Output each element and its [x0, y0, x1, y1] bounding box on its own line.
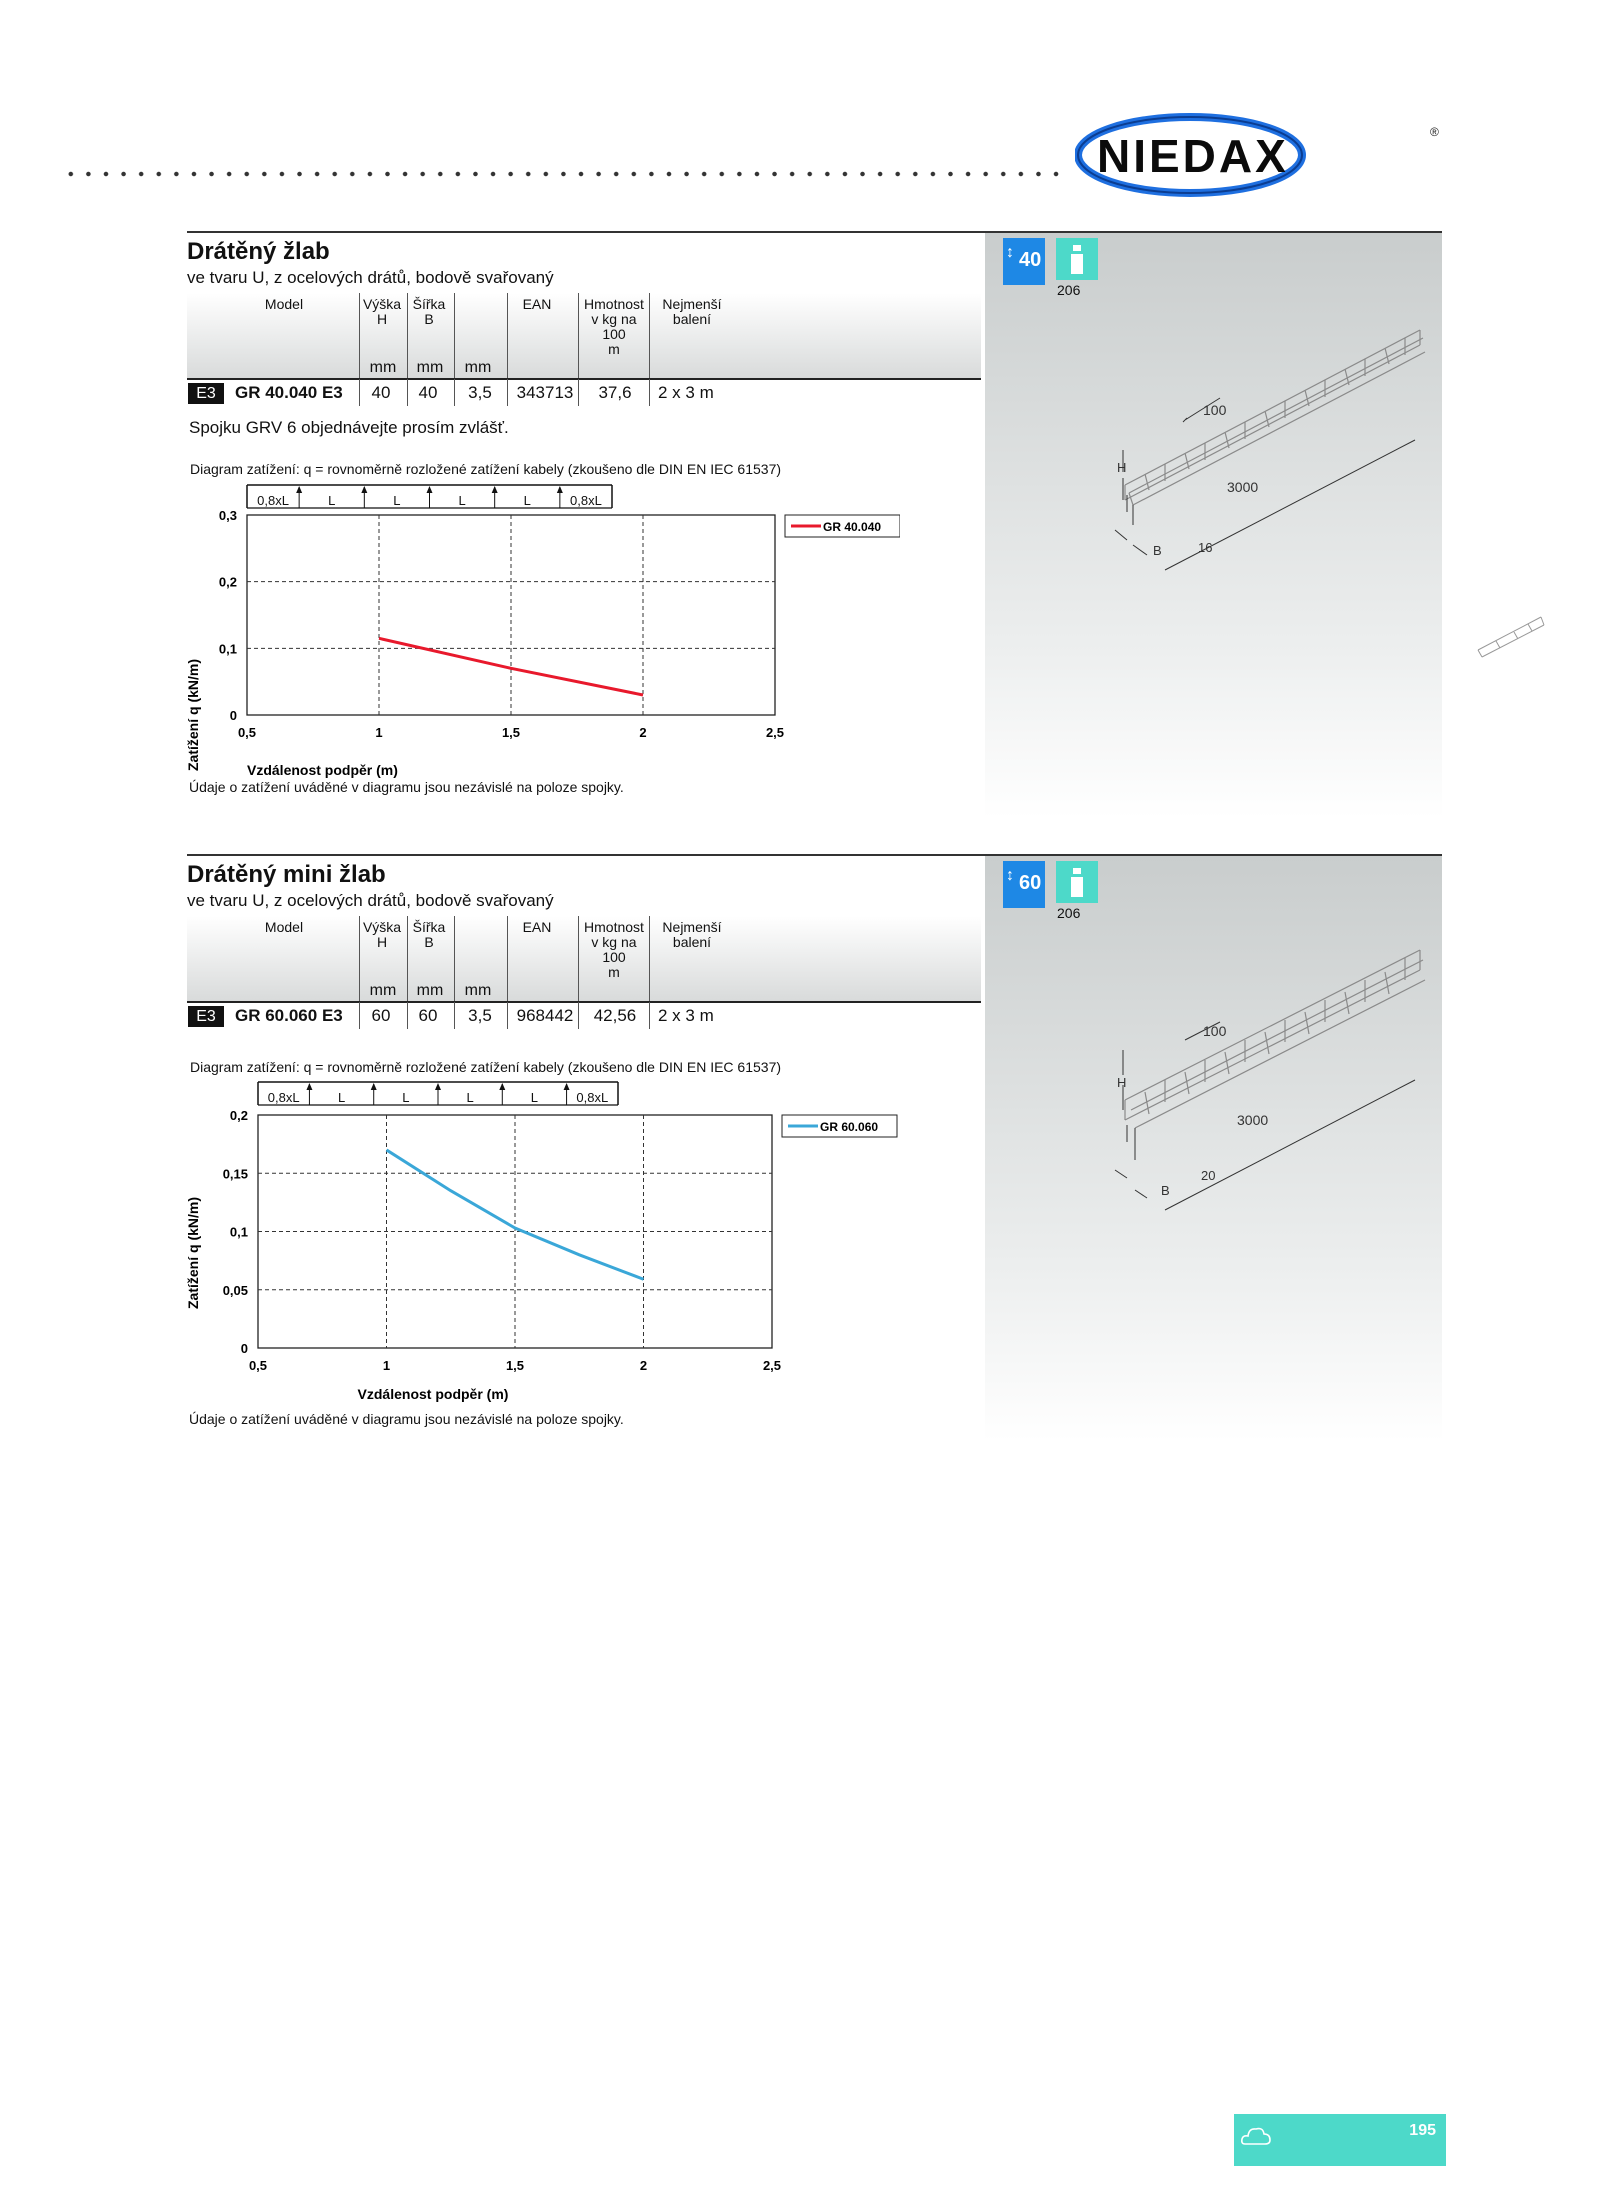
support-arrow — [306, 1083, 312, 1090]
support-arrow — [564, 1083, 570, 1090]
x-tick-label: 2 — [639, 1358, 648, 1373]
product-title: Drátěný žlab — [187, 238, 330, 265]
class-badge: E3 — [188, 1006, 224, 1027]
product-subtitle: ve tvaru U, z ocelových drátů, bodově svařovaný — [187, 891, 554, 910]
table-header: Model Výška H Šířka B EAN Hmotnost v kg na 100 m Nejmenší balení mm mm mm — [187, 293, 981, 379]
support-arrow — [427, 486, 433, 493]
svg-text:3000: 3000 — [1227, 479, 1259, 495]
table-header: Model Výška H Šířka B EAN Hmotnost v kg na 100 m Nejmenší balení mm mm mm — [187, 916, 981, 1002]
span-label: 0,8xL — [576, 1090, 609, 1105]
x-tick-label: 1 — [382, 1358, 391, 1373]
y-axis-title: Zatížení q (kN/m) — [185, 1196, 201, 1310]
span-label: 0,8xL — [257, 493, 289, 508]
svg-text:B: B — [1161, 1183, 1170, 1198]
svg-text:H: H — [1117, 1075, 1127, 1090]
y-tick-label: 0,05 — [222, 1282, 248, 1298]
x-tick-label: 1 — [375, 725, 383, 740]
product-subtitle: ve tvaru U, z ocelových drátů, bodově svařovaný — [187, 268, 554, 287]
x-tick-label: 1,5 — [501, 725, 521, 740]
footnote: Údaje o zatížení uváděné v diagramu jsou nezávislé na poloze spojky. — [189, 1411, 624, 1427]
page-number: 195 — [1409, 2122, 1436, 2139]
x-tick-label: 0,5 — [237, 725, 257, 740]
support-arrow — [296, 486, 302, 493]
svg-text:16: 16 — [1198, 540, 1213, 555]
y-tick-label: 0,3 — [218, 508, 237, 523]
span-label: L — [466, 1090, 474, 1105]
tray-drawing — [1105, 930, 1435, 1230]
info-icon[interactable] — [1056, 238, 1098, 280]
height-chip: ↕ 40 — [1003, 238, 1045, 285]
product-title: Drátěný mini žlab — [187, 861, 386, 888]
model-code: GR 40.040 E3 — [235, 383, 343, 402]
support-arrow — [499, 1083, 505, 1090]
span-label: L — [458, 493, 466, 508]
tray-drawing — [1105, 300, 1435, 600]
reference-number: 206 — [1057, 282, 1081, 298]
y-tick-label: 0,2 — [218, 574, 237, 590]
model-code: GR 60.060 E3 — [235, 1006, 343, 1025]
diagram-caption: Diagram zatížení: q = rovnoměrně rozložené zatížení kabely (zkoušeno dle DIN EN IEC 61537) — [190, 1059, 782, 1075]
span-label: L — [337, 1090, 346, 1105]
support-arrow — [492, 486, 498, 493]
info-icon[interactable] — [1056, 861, 1098, 903]
footnote: Údaje o zatížení uváděné v diagramu jsou nezávislé na poloze spojky. — [189, 779, 624, 795]
support-arrow — [371, 1083, 377, 1090]
logo-text: NIEDAX — [1097, 130, 1289, 182]
x-tick-label: 1,5 — [505, 1358, 525, 1373]
cloud-icon — [1239, 2120, 1273, 2150]
svg-text:100: 100 — [1203, 1023, 1227, 1039]
dotted-rule — [62, 170, 1062, 178]
x-tick-label: 2 — [639, 725, 647, 740]
load-chart-2 — [180, 1078, 900, 1408]
support-arrow — [557, 486, 563, 493]
svg-text:3000: 3000 — [1237, 1112, 1269, 1128]
height-chip: ↕ 60 — [1003, 861, 1045, 908]
x-tick-label: 2,5 — [762, 1358, 782, 1373]
svg-text:100: 100 — [1203, 402, 1227, 418]
svg-text:H: H — [1117, 460, 1127, 475]
y-tick-label: 0 — [229, 708, 237, 723]
load-chart-1 — [180, 480, 900, 780]
y-axis-title: Zatížení q (kN/m) — [185, 658, 201, 772]
niedax-logo — [1075, 110, 1445, 200]
y-tick-label: 0,15 — [222, 1166, 248, 1182]
x-tick-label: 0,5 — [248, 1358, 268, 1373]
y-tick-label: 0,2 — [229, 1108, 248, 1123]
span-label: L — [523, 493, 531, 508]
svg-text:20: 20 — [1201, 1168, 1216, 1183]
span-label: 0,8xL — [570, 493, 602, 508]
diagram-caption: Diagram zatížení: q = rovnoměrně rozložené zatížení kabely (zkoušeno dle DIN EN IEC 61537) — [190, 461, 782, 477]
span-label: L — [530, 1090, 539, 1105]
x-tick-label: 2,5 — [765, 725, 785, 740]
svg-text:B: B — [1153, 543, 1162, 558]
span-label: L — [328, 493, 336, 508]
span-diagram — [247, 485, 612, 508]
page-number-box — [1234, 2114, 1446, 2166]
y-tick-label: 0,1 — [218, 641, 237, 657]
x-axis-title: Vzdálenost podpěr (m) — [357, 1386, 509, 1402]
span-label: L — [402, 1090, 410, 1105]
span-label: L — [393, 493, 401, 508]
legend-label: GR 40.040 — [823, 520, 882, 534]
span-diagram — [258, 1082, 618, 1105]
y-tick-label: 0 — [240, 1341, 248, 1356]
support-arrow — [361, 486, 367, 493]
class-badge: E3 — [188, 383, 224, 404]
legend-label: GR 60.060 — [820, 1120, 879, 1134]
span-label: 0,8xL — [267, 1090, 300, 1105]
svg-text:®: ® — [1430, 125, 1439, 139]
order-note: Spojku GRV 6 objednávejte prosím zvlášť. — [189, 418, 509, 437]
x-axis-title: Vzdálenost podpěr (m) — [247, 762, 398, 778]
reference-number: 206 — [1057, 905, 1081, 921]
support-arrow — [435, 1083, 441, 1090]
tray-thumbnail — [1476, 605, 1546, 665]
y-tick-label: 0,1 — [229, 1224, 248, 1240]
